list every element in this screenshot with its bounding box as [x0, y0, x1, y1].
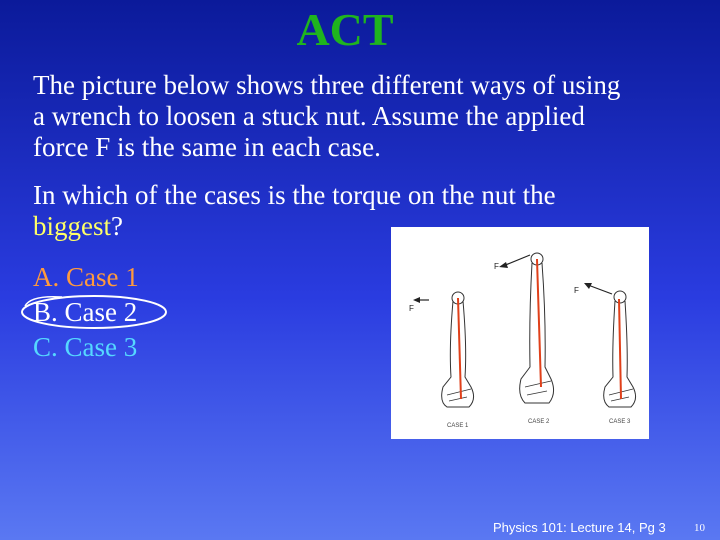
problem-text: The picture below shows three different ways of using a wrench to loosen a stuck nut. Assume the applied force F is the same in each case. — [33, 70, 621, 162]
lever-arm-3 — [619, 299, 621, 399]
answer-highlight-circle — [17, 290, 171, 332]
force-arrow-3 — [584, 283, 612, 294]
lever-arm-1 — [458, 298, 461, 399]
question-highlight: biggest — [33, 211, 111, 241]
force-arrow-2 — [499, 255, 530, 268]
case-label-2: CASE 2 — [528, 419, 550, 425]
case-label-1: CASE 1 — [447, 423, 469, 429]
wrench-diagram — [391, 227, 649, 439]
force-label-3: F — [574, 286, 579, 295]
case-label-3: CASE 3 — [609, 419, 631, 425]
force-arrow-1 — [413, 297, 429, 303]
question-mark: ? — [111, 211, 123, 241]
footer-text: Physics 101: Lecture 14, Pg 3 — [493, 520, 666, 535]
wrench-figure — [391, 227, 649, 439]
lever-arm-2 — [537, 259, 541, 387]
answer-c[interactable]: C. Case 3 — [33, 332, 138, 362]
slide-title: ACT — [296, 4, 394, 55]
answer-a[interactable]: A. Case 1 — [33, 262, 139, 292]
force-label-1: F — [409, 304, 414, 313]
answer-b[interactable]: B. Case 2 — [33, 297, 138, 327]
page-number: 10 — [694, 522, 705, 534]
force-label-2: F — [494, 262, 499, 271]
question-line: In which of the cases is the torque on the nut the — [33, 180, 556, 210]
